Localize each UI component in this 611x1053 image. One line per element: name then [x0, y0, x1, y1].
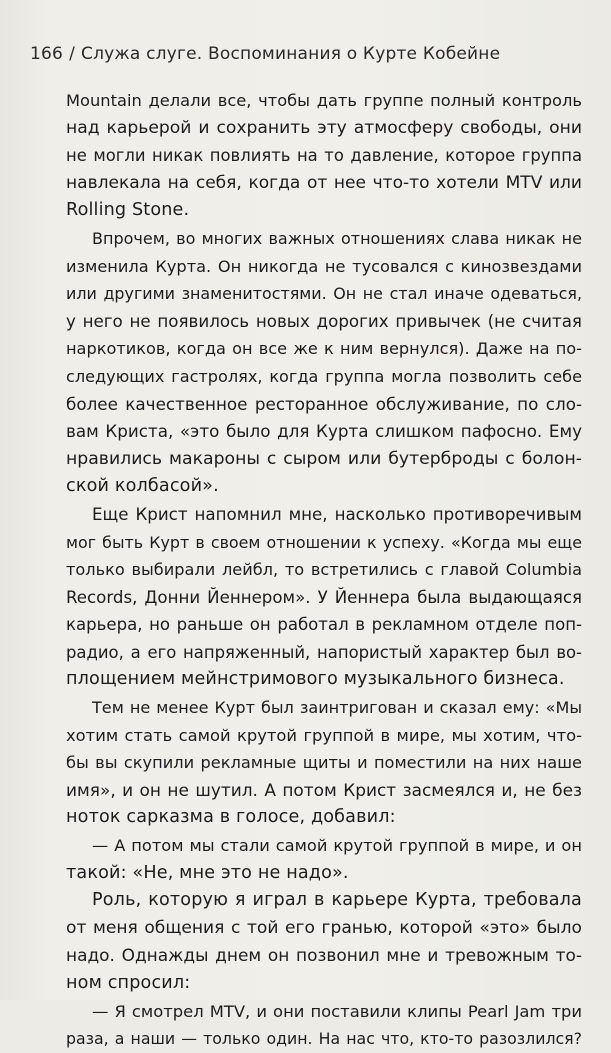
text-line: Rolling Stone. — [66, 200, 190, 221]
text-line: карьера, но раньше он работал в рекламном отделе поп- — [66, 615, 582, 635]
text-line: навлекала на себя, когда от нее что-то хотели MTV или — [66, 172, 582, 193]
text-line: — А потом мы стали самой крутой группой в мире, и он — [92, 836, 582, 856]
text-line: наркотиков, когда он все же к ним вернулся). Даже на по- — [66, 339, 582, 359]
text-line: ноток сарказма в голосе, добавил: — [66, 807, 396, 828]
text-line: площением мейнстримового музыкального бизнеса. — [66, 669, 565, 690]
text-line: такой: «Не, мне это не надо». — [66, 862, 349, 883]
text-line: вам Криста, «это было для Курта слишком пафосно. Ему — [66, 421, 582, 442]
running-head-separator: / — [69, 44, 75, 64]
text-line: Mountain делали все, чтобы дать группе полный контроль — [66, 91, 582, 110]
text-line: изменила Курта. Он никогда не тусовался с кинозвездами — [66, 256, 582, 276]
text-line: бы вы скупили рекламные щиты и поместили на них наше — [66, 753, 582, 773]
text-line: Records, Донни Йеннером». У Йеннера была выдающаяся — [66, 587, 582, 607]
text-line: мог быть Курт в своем отношении к успеху. «Когда мы еще — [66, 532, 582, 552]
page-number: 166 — [30, 44, 64, 64]
text-line: от меня общения с той его гранью, которой «это» было — [66, 917, 582, 938]
text-line: у него не появилось новых дорогих привычек (не считая — [66, 310, 582, 331]
text-line: только выбирали лейбл, то встретились с главой Columbia — [66, 560, 582, 580]
text-line: надо. Однажды днем он позвонил мне и тревожным то- — [66, 945, 582, 966]
text-line: над карьерой и сохранить эту атмосферу свободы, они — [66, 117, 582, 138]
text-line: раза, а наши — только один. На нас что, кто-то разозлился? — [66, 1029, 582, 1049]
text-line: хотим стать самой крутой группой в мире, мы хотим, что- — [66, 725, 582, 745]
text-line: Тем не менее Курт был заинтригован и сказал ему: «Мы — [92, 698, 582, 718]
text-line: радио, а его напряженный, напористый характер был во- — [66, 642, 582, 662]
text-line: или другими знаменитостями. Он не стал иначе одеваться, — [66, 284, 582, 304]
body-text — [66, 87, 582, 1053]
text-line: ном спросил: — [66, 973, 191, 993]
text-line: не могли никак повлиять на то давление, которое группа — [66, 146, 582, 166]
text-line: Еще Крист напомнил мне, насколько противоречивым — [92, 504, 582, 524]
text-line: более качественное ресторанное обслуживание, по сло- — [66, 393, 582, 414]
text-line: ской колбасой». — [66, 476, 219, 497]
running-head — [30, 44, 500, 64]
text-line: имя», и он не шутил. А потом Крист засмеялся и, не без — [66, 779, 582, 800]
text-line: — Я смотрел MTV, и они поставили клипы Pearl Jam три — [92, 1001, 582, 1021]
text-line: следующих гастролях, когда группа могла позволить себе — [66, 366, 582, 386]
text-line: Роль, которую я играл в карьере Курта, требовала — [92, 890, 582, 911]
book-title: Служа слуге. Воспоминания о Курте Кобейне — [81, 44, 501, 64]
text-line: Впрочем, во многих важных отношениях слава никак не — [92, 228, 582, 248]
text-line: нравились макароны с сыром или бутерброды с болон- — [66, 448, 582, 469]
